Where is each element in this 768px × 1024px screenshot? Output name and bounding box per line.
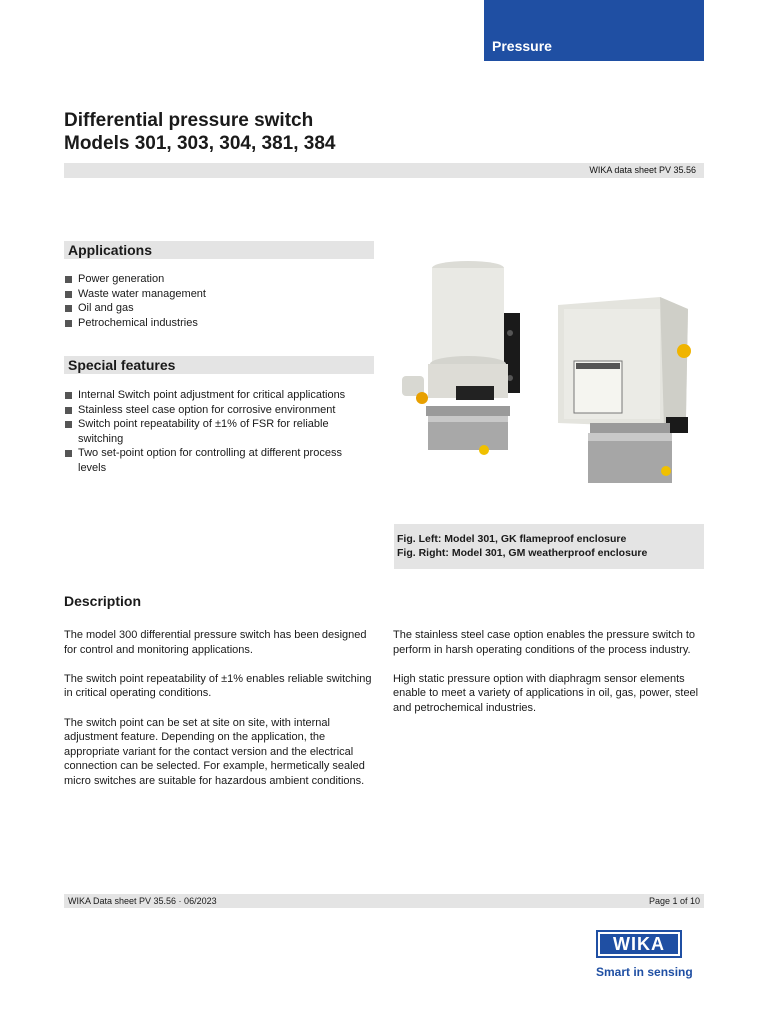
description-column-right [393, 628, 703, 730]
figure-caption [394, 524, 704, 569]
logo-tagline: Smart in sensing [596, 965, 693, 979]
paragraph: High static pressure option with diaphragm sensor elements enable to meet a variety of applications in oil, gas, power, steel and petrochemical industries. [393, 672, 699, 714]
paragraph: The switch point repeatability of ±1% enables reliable switching in critical operating conditions. [64, 672, 372, 700]
list-item: Two set-point option for controlling at different process levels [64, 446, 364, 475]
product-photo-left [398, 258, 540, 468]
list-item: Petrochemical industries [64, 316, 364, 331]
list-item: Power generation [64, 272, 364, 287]
list-item: Switch point repeatability of ±1% of FSR for reliable switching [64, 417, 364, 446]
applications-heading: Applications [68, 242, 153, 258]
description-column-left [64, 628, 374, 803]
data-sheet-reference: WIKA data sheet PV 35.56 [589, 165, 696, 175]
special-features-heading: Special features [68, 357, 176, 373]
logo-text: WIKA [600, 934, 678, 954]
list-item: Internal Switch point adjustment for critical applications [64, 388, 364, 403]
list-item: Stainless steel case option for corrosive environment [64, 403, 364, 418]
paragraph: The model 300 differential pressure switch has been designed for control and monitoring applications. [64, 629, 367, 656]
description-heading: Description [64, 593, 142, 609]
caption-left: Fig. Left: Model 301, GK flameproof enclosure [397, 533, 627, 545]
title-line-2: Models 301, 303, 304, 381, 384 [64, 133, 336, 154]
wika-logo [596, 930, 682, 958]
footer-bar [64, 894, 704, 908]
title-line-1: Differential pressure switch [64, 110, 314, 131]
category-banner [484, 0, 704, 61]
footer-document-ref: WIKA Data sheet PV 35.56 · 06/2023 [68, 896, 217, 906]
paragraph: The stainless steel case option enables the pressure switch to perform in harsh operating conditions of the process industry. [393, 629, 696, 656]
applications-list [64, 272, 364, 330]
special-features-heading-bar [64, 356, 374, 374]
product-photo-right [554, 295, 694, 490]
page-title [64, 109, 335, 155]
paragraph: The switch point can be set at site on site, with internal adjustment feature. Depending on the application, the appropriate variant for the contact version and the electrical connection can be selected. For example, hermetically sealed micro switches are suitable for hazardous ambient conditions. [64, 716, 365, 787]
page-number: Page 1 of 10 [648, 896, 700, 906]
data-sheet-bar [64, 163, 704, 178]
special-features-list [64, 388, 364, 475]
category-label: Pressure [492, 38, 552, 54]
list-item: Waste water management [64, 287, 364, 302]
caption-right: Fig. Right: Model 301, GM weatherproof enclosure [397, 547, 648, 559]
list-item: Oil and gas [64, 301, 364, 316]
applications-heading-bar [64, 241, 374, 259]
